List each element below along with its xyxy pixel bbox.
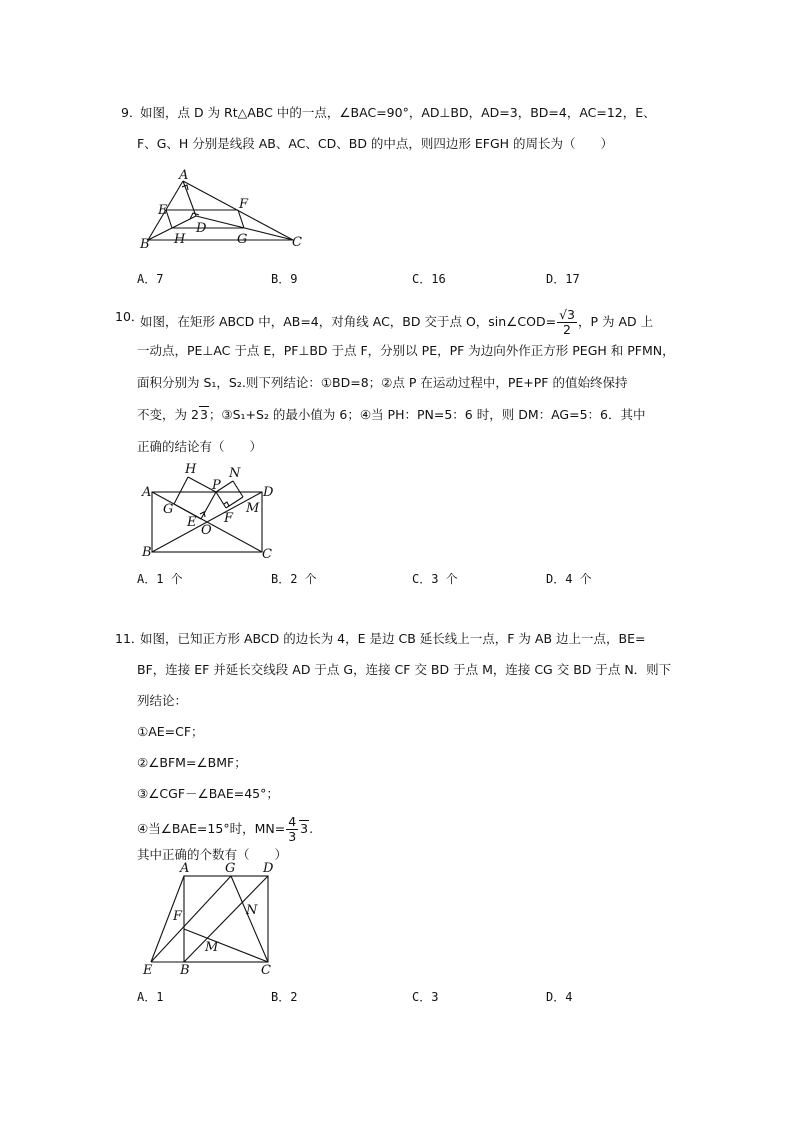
point-label-d: D (263, 861, 274, 876)
fraction-sqrt3-over-2: $\frac{√3}{2}$ (559, 307, 575, 337)
point-label-d: D (263, 485, 274, 500)
option-a[interactable]: A．7 (137, 272, 164, 286)
answer-options (137, 988, 697, 1006)
point-label-g: G (237, 232, 248, 247)
point-label-n: N (246, 903, 258, 918)
point-label-p: P (212, 478, 221, 493)
option-b[interactable]: B．2 个 (271, 572, 317, 586)
answer-options (137, 570, 697, 588)
point-label-e: E (187, 515, 197, 530)
option-b[interactable]: B．9 (271, 272, 298, 286)
point-label-m: M (205, 940, 219, 955)
question-text: 其中正确的个数有（ ） (137, 847, 288, 862)
option-d[interactable]: D．17 (546, 272, 580, 286)
question-text: 面积分别为 S₁，S₂.则下列结论：①BD=8；②点 P 在运动过程中，PE+PF 的值始终保持 (137, 375, 628, 390)
conclusion-2: ②∠BFM=∠BMF； (137, 755, 247, 770)
point-label-e: E (158, 203, 168, 218)
triangle-abc-figure (138, 166, 308, 252)
point-label-a: A (179, 168, 189, 183)
point-label-c: C (262, 547, 272, 562)
question-number: 11． (115, 631, 144, 646)
square-abcd-figure (138, 858, 283, 978)
option-b[interactable]: B．2 (271, 990, 298, 1004)
option-a[interactable]: A．1 个 (137, 572, 183, 586)
question-text: 如图，已知正方形 ABCD 的边长为 4，E 是边 CB 延长线上一点，F 为 AB 边上一点，BE= (140, 631, 646, 646)
point-label-h: H (185, 462, 197, 477)
point-label-b: B (140, 237, 150, 252)
point-label-o: O (201, 523, 212, 538)
question-text: F、G、H 分别是线段 AB、AC、CD、BD 的中点，则四边形 EFGH 的周长为（ ） (137, 136, 614, 151)
point-label-c: C (292, 235, 302, 250)
point-label-a: A (180, 861, 190, 876)
conclusion-3: ③∠CGF－∠BAE=45°； (137, 786, 279, 801)
question-number: 10． (115, 309, 144, 324)
point-label-h: H (174, 232, 186, 247)
point-label-g: G (163, 502, 174, 517)
conclusion-1: ①AE=CF； (137, 724, 204, 739)
question-number: 9． (121, 105, 142, 120)
point-label-f: F (173, 909, 183, 924)
point-label-e: E (143, 963, 153, 978)
rectangle-abcd-figure (138, 462, 278, 562)
point-label-c: C (261, 963, 271, 978)
option-d[interactable]: D．4 (546, 990, 573, 1004)
point-label-g: G (225, 861, 236, 876)
point-label-f: F (239, 197, 249, 212)
question-text: 如图，在矩形 ABCD 中，AB=4，对角线 AC，BD 交于点 O，sin∠COD= $\frac{√3}{2}$ ，P 为 AD 上 (140, 307, 654, 337)
fraction-4-over-3: $\frac{4}{3}$ (288, 814, 297, 844)
option-a[interactable]: A．1 (137, 990, 164, 1004)
answer-options (137, 270, 697, 288)
point-label-b: B (142, 545, 152, 560)
point-label-f: F (224, 511, 234, 526)
question-text: 正确的结论有（ ） (137, 439, 263, 454)
point-label-b: B (180, 963, 190, 978)
question-text: 列结论： (137, 693, 188, 708)
point-label-n: N (229, 466, 241, 481)
option-c[interactable]: C．16 (412, 272, 446, 286)
point-label-a: A (142, 485, 152, 500)
point-label-m: M (246, 501, 260, 516)
point-label-d: D (196, 221, 207, 236)
question-text: 一动点，PE⊥AC 于点 E，PF⊥BD 于点 F，分别以 PE，PF 为边向外作正方形 PEGH 和 PFMN， (137, 343, 675, 358)
option-c[interactable]: C．3 个 (412, 572, 458, 586)
question-text: 不变，为 23；③S₁+S₂ 的最小值为 6；④当 PH：PN=5：6 时，则 DM：AG=5：6．其中 (137, 407, 646, 422)
question-text: BF，连接 EF 并延长交线段 AD 于点 G，连接 CF 交 BD 于点 M，连接 CG 交 BD 于点 N．则下 (137, 662, 672, 677)
sqrt-3: 3 (300, 821, 309, 836)
conclusion-4: ④当∠BAE=15°时，MN= $\frac{4}{3}$ 3. (137, 814, 314, 844)
option-d[interactable]: D．4 个 (546, 572, 592, 586)
option-c[interactable]: C．3 (412, 990, 439, 1004)
sqrt-3: 3 (199, 407, 208, 422)
question-text: 如图，点 D 为 Rt△ABC 中的一点，∠BAC=90°，AD⊥BD，AD=3，BD=4，AC=12，E、 (140, 105, 656, 120)
